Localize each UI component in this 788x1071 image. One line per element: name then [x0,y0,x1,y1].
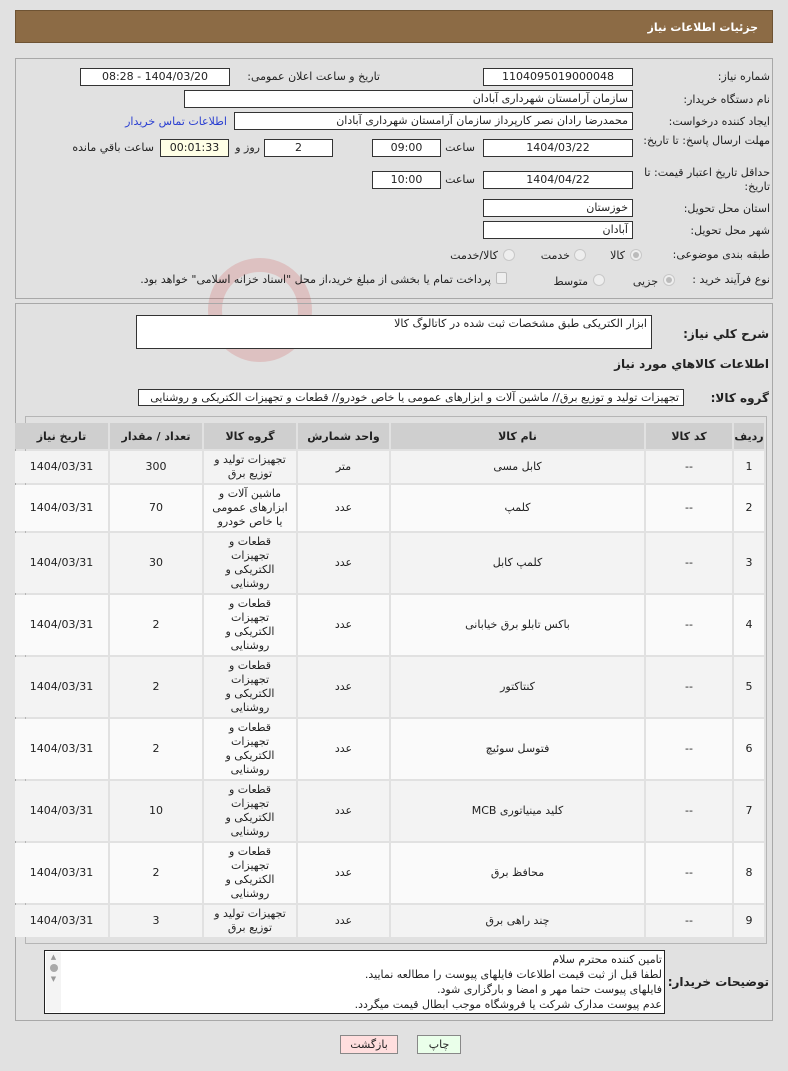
back-button[interactable]: بازگشت [340,1035,398,1054]
row-number-cell: 9 [734,905,764,937]
process-radio-minor[interactable] [663,274,675,286]
column-header: کد کالا [646,423,732,449]
quantity-cell: 70 [110,485,202,531]
city-field[interactable]: آبادان [483,221,633,239]
goods-group-cell: تجهیزات تولید و توزیع برق [204,905,296,937]
need-number-label: شماره نیاز: [717,70,770,83]
print-button[interactable]: چاپ [417,1035,461,1054]
row-number-cell: 7 [734,781,764,841]
deadline-date-field[interactable]: 1404/03/22 [483,139,633,157]
process-radio-medium[interactable] [593,274,605,286]
column-header: نام کالا [391,423,644,449]
goods-name-cell: فتوسل سوئیچ [391,719,644,779]
goods-code-cell: -- [646,485,732,531]
table-row [15,781,764,841]
announce-field[interactable]: 1404/03/20 - 08:28 [80,68,230,86]
goods-name-cell: باکس تابلو برق خیابانی [391,595,644,655]
goods-group-cell: قطعات و تجهیزات الکتریکی و روشنایی [204,657,296,717]
quantity-cell: 2 [110,595,202,655]
notes-line: فایلهای پیوست حتما مهر و امضا و بارگزاری شود. [436,983,662,996]
goods-table [13,421,766,939]
need-number-field[interactable]: 1104095019000048 [483,68,633,86]
goods-name-cell: کلمپ کابل [391,533,644,593]
column-header: تاریخ نیاز [15,423,108,449]
goods-table-frame [25,416,767,944]
buyer-notes-label: توضیحات خریدار: [667,975,769,989]
goods-name-cell: کلید مینیاتوری MCB [391,781,644,841]
row-number-cell: 5 [734,657,764,717]
unit-cell: عدد [298,595,389,655]
goods-name-cell: محافظ برق [391,843,644,903]
goods-code-cell: -- [646,843,732,903]
goods-code-cell: -- [646,533,732,593]
buyer-contact-link[interactable]: اطلاعات تماس خریدار [125,115,227,128]
goods-group-label: گروه کالا: [710,391,769,405]
need-date-cell: 1404/03/31 [15,781,108,841]
validity-time-field[interactable]: 10:00 [372,171,441,189]
summary-label: شرح كلي نیاز: [683,327,769,341]
remaining-days-field: 2 [264,139,333,157]
goods-group-cell: ماشین آلات و ابزارهای عمومی یا خاص خودرو [204,485,296,531]
days-label: روز و [235,141,260,154]
unit-cell: عدد [298,533,389,593]
category-option-both: کالا/خدمت [450,249,498,262]
unit-cell: عدد [298,781,389,841]
creator-field[interactable]: محمدرضا رادان نصر کارپرداز سازمان آرامستان شهرداری آبادان [234,112,633,130]
table-row [15,533,764,593]
unit-cell: عدد [298,719,389,779]
scroll-thumb[interactable] [50,964,58,972]
unit-cell: عدد [298,905,389,937]
need-date-cell: 1404/03/31 [15,533,108,593]
need-date-cell: 1404/03/31 [15,719,108,779]
quantity-cell: 2 [110,719,202,779]
category-option-goods: کالا [610,249,625,262]
table-row [15,485,764,531]
category-radio-service[interactable] [574,249,586,261]
table-row [15,451,764,483]
table-row [15,657,764,717]
category-radio-goods[interactable] [630,249,642,261]
row-number-cell: 2 [734,485,764,531]
table-row [15,905,764,937]
quantity-cell: 30 [110,533,202,593]
column-header: گروه کالا [204,423,296,449]
goods-name-cell: کابل مسی [391,451,644,483]
summary-textarea[interactable]: ابزار الکتریکی طبق مشخصات ثبت شده در کاتالوگ کالا [136,315,652,349]
unit-cell: عدد [298,843,389,903]
validity-date-field[interactable]: 1404/04/22 [483,171,633,189]
row-number-cell: 4 [734,595,764,655]
scroll-down-icon[interactable]: ▼ [50,975,57,983]
goods-group-cell: قطعات و تجهیزات الکتریکی و روشنایی [204,533,296,593]
goods-panel [15,303,773,1021]
table-row [15,595,764,655]
process-option-medium: متوسط [553,275,588,288]
process-label: نوع فرآیند خرید : [692,273,770,286]
need-date-cell: 1404/03/31 [15,595,108,655]
unit-cell: عدد [298,657,389,717]
need-date-cell: 1404/03/31 [15,843,108,903]
goods-group-cell: تجهیزات تولید و توزیع برق [204,451,296,483]
notes-line: عدم پیوست مدارک شرکت یا فروشگاه موجب ابطال قیمت میگردد. [354,998,662,1011]
page-header: جزئیات اطلاعات نیاز [15,10,773,43]
button-bar [0,1021,788,1065]
buyer-org-label: نام دستگاه خریدار: [683,93,770,106]
goods-section-title: اطلاعات كالاهاي مورد نیاز [614,357,769,371]
buyer-notes-textarea[interactable] [44,950,665,1014]
scroll-up-icon[interactable]: ▲ [50,953,57,961]
table-row [15,719,764,779]
treasury-payment-note: پرداخت تمام یا بخشی از مبلغ خرید،از محل "اسناد خزانه اسلامی" خواهد بود. [140,273,491,286]
unit-cell: متر [298,451,389,483]
deadline-time-label: ساعت [445,141,475,154]
notes-line: لطفا قبل از ثبت قیمت اطلاعات فایلهای پیوست را مطالعه نمایید. [364,968,662,981]
need-date-cell: 1404/03/31 [15,905,108,937]
category-label: طبقه بندی موضوعی: [672,248,770,261]
goods-group-cell: قطعات و تجهیزات الکتریکی و روشنایی [204,719,296,779]
table-header-row [15,423,764,449]
row-number-cell: 1 [734,451,764,483]
goods-group-cell: قطعات و تجهیزات الکتریکی و روشنایی [204,781,296,841]
validity-time-label: ساعت [445,173,475,186]
need-date-cell: 1404/03/31 [15,485,108,531]
validity-label: حداقل تاریخ اعتبار قیمت: تا تاریخ: [644,166,770,193]
column-header: تعداد / مقدار [110,423,202,449]
province-label: استان محل تحویل: [683,202,770,215]
goods-code-cell: -- [646,781,732,841]
category-radio-both[interactable] [503,249,515,261]
goods-name-cell: چند راهی برق [391,905,644,937]
goods-code-cell: -- [646,905,732,937]
goods-name-cell: کلمپ [391,485,644,531]
quantity-cell: 2 [110,657,202,717]
remaining-label: ساعت باقي مانده [72,141,154,154]
need-date-cell: 1404/03/31 [15,451,108,483]
goods-code-cell: -- [646,451,732,483]
notes-line: تامین کننده محترم سلام [552,953,662,966]
deadline-time-field[interactable]: 09:00 [372,139,441,157]
creator-label: ایجاد کننده درخواست: [668,115,770,128]
table-row [15,843,764,903]
buyer-org-field[interactable]: سازمان آرامستان شهرداری آبادان [184,90,633,108]
row-number-cell: 8 [734,843,764,903]
category-option-service: خدمت [540,249,570,262]
goods-group-cell: قطعات و تجهیزات الکتریکی و روشنایی [204,595,296,655]
quantity-cell: 10 [110,781,202,841]
treasury-payment-checkbox[interactable] [496,272,507,284]
announce-label: تاریخ و ساعت اعلان عمومی: [247,70,380,83]
row-number-cell: 6 [734,719,764,779]
goods-code-cell: -- [646,657,732,717]
quantity-cell: 300 [110,451,202,483]
notes-scrollbar[interactable] [46,952,61,1012]
goods-group-cell: قطعات و تجهیزات الکتریکی و روشنایی [204,843,296,903]
goods-group-field[interactable]: تجهیزات تولید و توزیع برق// ماشین آلات و ابزارهای عمومی یا خاص خودرو// قطعات و تجهیزات الکتریکی و روشنایی [138,389,684,406]
goods-name-cell: کنتاکتور [391,657,644,717]
deadline-label: مهلت ارسال پاسخ: تا تاریخ: [643,134,770,147]
goods-code-cell: -- [646,595,732,655]
province-field[interactable]: خوزستان [483,199,633,217]
goods-code-cell: -- [646,719,732,779]
unit-cell: عدد [298,485,389,531]
remaining-time-field: 00:01:33 [160,139,229,157]
quantity-cell: 3 [110,905,202,937]
need-date-cell: 1404/03/31 [15,657,108,717]
process-option-minor: جزیی [632,275,658,288]
city-label: شهر محل تحویل: [690,224,770,237]
column-header: ردیف [734,423,764,449]
column-header: واحد شمارش [298,423,389,449]
quantity-cell: 2 [110,843,202,903]
row-number-cell: 3 [734,533,764,593]
